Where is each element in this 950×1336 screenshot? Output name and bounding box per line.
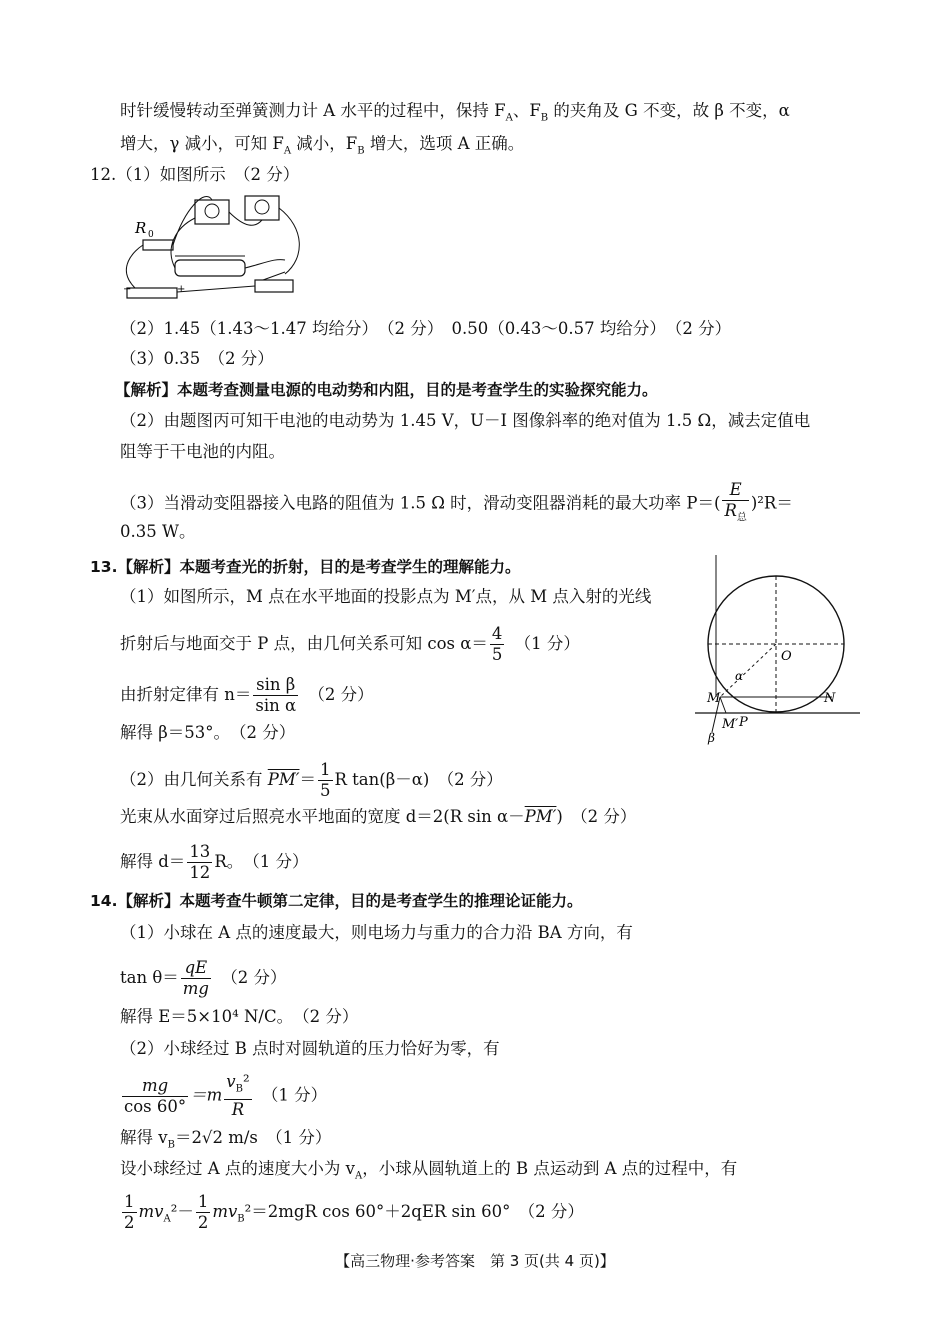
text-line: 光束从水面穿过后照亮水平地面的宽度 d＝2(R sin α－PM′) （2 分） xyxy=(120,807,637,826)
text-line: （3）当滑动变阻器接入电路的阻值为 1.5 Ω 时，滑动变阻器消耗的最大功率 P＝( $\frac{E}{R_总}$ )²R＝ xyxy=(120,480,793,528)
fraction: $\frac{1}{2}$ xyxy=(197,1192,209,1232)
fraction: $\frac{mg}{\cos 60^\circ}$ xyxy=(124,1075,187,1116)
text-line: （2）由题图丙可知干电池的电动势为 1.45 V，U－I 图像斜率的绝对值为 1.5 Ω，减去定值电 xyxy=(120,411,811,430)
switch-icon xyxy=(255,280,293,292)
page-footer: 【高三物理·参考答案 第 3 页(共 4 页)】 xyxy=(335,1252,615,1270)
svg-text:0: 0 xyxy=(148,230,154,240)
fraction: $\frac{13}{12}$ xyxy=(189,842,211,882)
text-line: （1）小球在 A 点的速度最大，则电场力与重力的合力沿 BA 方向，有 xyxy=(120,923,633,942)
text-line: $\frac{1}{2}$ $mv_A^2-$ $\frac{1}{2}$ $mv_B^2=2mgR$ cos 60°＋2qER sin 60° （2 分） xyxy=(124,1192,584,1232)
svg-text:+: + xyxy=(177,284,186,295)
svg-text:O: O xyxy=(781,649,792,664)
svg-text:N: N xyxy=(824,691,836,706)
text-line: 时针缓慢转动至弹簧测力计 A 水平的过程中，保持 $F_A$、$F_B$ 的夹角及 G 不变，故 β 不变，α xyxy=(120,101,790,124)
fraction: $\frac{E}{R_总}$ xyxy=(724,480,747,524)
svg-text:β: β xyxy=(708,731,715,745)
r0-label: R xyxy=(135,219,147,237)
text-line: 解得 β＝53°。 （2 分） xyxy=(120,723,296,742)
question-13-heading: 13.【解析】本题考查光的折射，目的是考查学生的理解能力。 xyxy=(90,558,521,576)
text-line: 解得 $v_B=2√2$ m/s （1 分） xyxy=(120,1128,332,1151)
fraction: $\frac{v_B^2}{R}$ xyxy=(226,1072,250,1120)
fraction: $\frac{1}{2}$ xyxy=(124,1192,135,1232)
fraction: $\frac{4}{5}$ xyxy=(491,624,503,664)
text-line: （2）由几何关系有 PM′＝ $\frac{1}{5}$ R tan(β－α) （2 分） xyxy=(120,760,503,800)
text-line: 设小球经过 A 点的速度大小为 $v_A$，小球从圆轨道上的 B 点运动到 A 点的过程中，有 xyxy=(120,1159,738,1182)
text-line: 增大，γ 减小，可知 $F_A$ 减小，$F_B$ 增大，选项 A 正确。 xyxy=(120,134,525,157)
resistor-r0 xyxy=(143,240,173,250)
text-line: 0.35 W。 xyxy=(120,522,196,541)
analysis-heading: 【解析】本题考查测量电源的电动势和内阻，目的是考查学生的实验探究能力。 xyxy=(115,381,658,399)
svg-text:−: − xyxy=(123,284,132,295)
svg-text:M′: M′ xyxy=(722,717,739,732)
circuit-diagram xyxy=(115,188,315,308)
question-14-heading: 14.【解析】本题考查牛顿第二定律，目的是考查学生的推理论证能力。 xyxy=(90,892,583,910)
text-line: 阻等于干电池的内阻。 xyxy=(120,442,285,461)
fraction: $\frac{\text{sin β}}{\text{sin α}}$ xyxy=(255,675,297,715)
fraction: $\frac{qE}{mg}$ xyxy=(182,958,209,998)
text-line: （2）小球经过 B 点时对圆轨道的压力恰好为零，有 xyxy=(120,1039,500,1058)
fraction: $\frac{1}{5}$ xyxy=(320,760,331,800)
text-line: $\frac{mg}{\cos 60^\circ}$ ＝m $\frac{v_B^2}{R}$ （1 分） xyxy=(124,1072,328,1120)
svg-text:α: α xyxy=(735,669,744,683)
question-12-heading: 12.（1）如图所示 （2 分） xyxy=(90,165,300,184)
svg-text:M: M xyxy=(707,691,721,706)
svg-text:P: P xyxy=(739,715,748,730)
text-line: （3）0.35 （2 分） xyxy=(120,349,274,368)
text-line: tan θ＝ $\frac{qE}{mg}$ （2 分） xyxy=(120,958,287,998)
text-line: （1）如图所示，M 点在水平地面的投影点为 M′点，从 M 点入射的光线 xyxy=(120,587,652,606)
rheostat-icon xyxy=(175,260,245,276)
text-line: 解得 E＝5×10⁴ N/C。 （2 分） xyxy=(120,1007,359,1026)
text-line: 由折射定律有 n＝ $\frac{\text{sin β}}{\text{sin α}}$ （2 分） xyxy=(120,675,374,715)
text-line: 解得 d＝ $\frac{13}{12}$ R。 （1 分） xyxy=(120,842,309,882)
text-line: 折射后与地面交于 P 点，由几何关系可知 cos α＝ $\frac{4}{5}$ （1 分） xyxy=(120,624,580,664)
refraction-diagram xyxy=(690,550,870,750)
text-line: （2）1.45（1.43～1.47 均给分） （2 分） 0.50（0.43～0.57 均给分） （2 分） xyxy=(120,319,732,338)
battery-icon xyxy=(127,288,177,298)
